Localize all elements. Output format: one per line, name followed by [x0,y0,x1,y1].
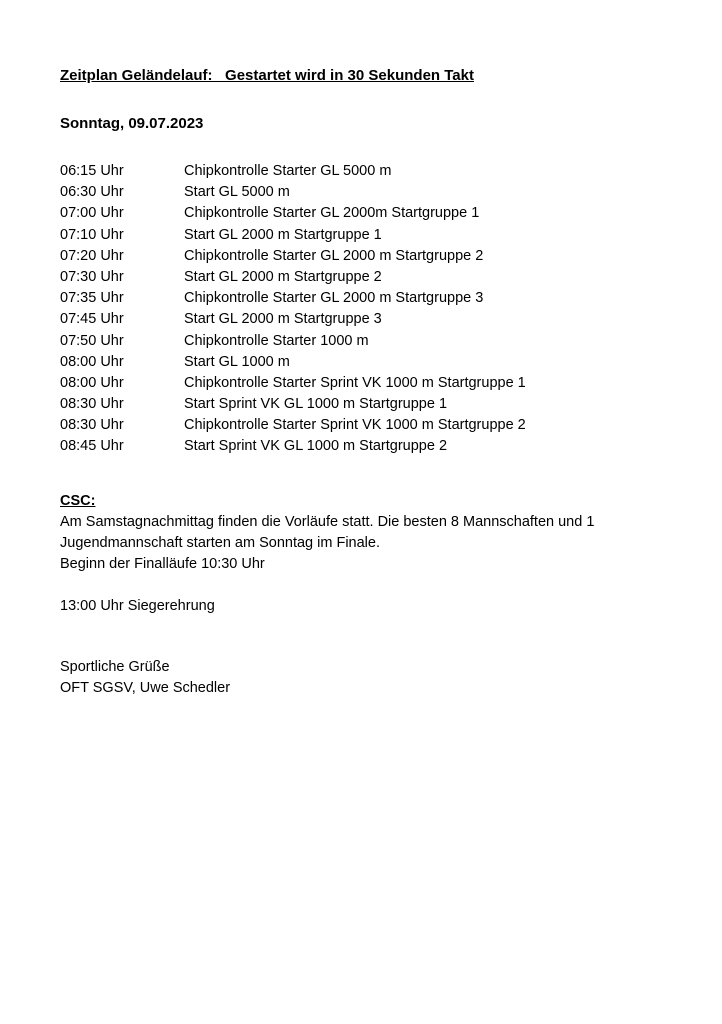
schedule-time: 07:50 Uhr [60,332,124,349]
schedule-time: 07:35 Uhr [60,290,124,307]
schedule-row [60,225,700,246]
schedule-event: Start GL 2000 m Startgruppe 1 [184,226,382,243]
schedule-time: 08:30 Uhr [60,396,124,413]
schedule-row [60,331,700,352]
schedule-row [60,415,700,436]
schedule-time: 08:00 Uhr [60,374,124,391]
schedule-event: Start Sprint VK GL 1000 m Startgruppe 2 [184,438,448,455]
csc-final-start: Beginn der Finalläufe 10:30 Uhr [60,555,265,572]
schedule-row [60,394,700,415]
schedule-event: Chipkontrolle Starter 1000 m [184,332,369,349]
closing-greeting: Sportliche Grüße [60,658,170,675]
document-title: Zeitplan Geländelauf: Gestartet wird in 30 Sekunden Takt [60,67,474,84]
schedule-row [60,373,700,394]
schedule-event: Chipkontrolle Starter GL 2000 m Startgruppe 3 [184,290,484,307]
schedule-time: 07:20 Uhr [60,247,124,264]
award-ceremony: 13:00 Uhr Siegerehrung [60,597,215,614]
schedule-event: Start GL 2000 m Startgruppe 2 [184,268,382,285]
schedule-event: Chipkontrolle Starter GL 2000 m Startgruppe 2 [184,247,484,264]
schedule-time: 08:30 Uhr [60,417,124,434]
schedule-row [60,182,700,203]
csc-section [60,491,700,699]
schedule-time: 06:30 Uhr [60,184,124,201]
schedule-event: Chipkontrolle Starter GL 2000m Startgruppe 1 [184,205,480,222]
schedule-time: 07:00 Uhr [60,205,124,222]
signature: OFT SGSV, Uwe Schedler [60,679,231,696]
document-page [60,65,700,699]
event-date: Sonntag, 09.07.2023 [60,115,204,132]
csc-heading: CSC: [60,492,96,509]
schedule-time: 07:10 Uhr [60,226,124,243]
schedule-row [60,288,700,309]
schedule-event: Start GL 2000 m Startgruppe 3 [184,311,382,328]
schedule-event: Start Sprint VK GL 1000 m Startgruppe 1 [184,396,448,413]
schedule-row [60,436,700,457]
schedule-event: Start GL 5000 m [184,184,290,201]
schedule-time: 08:45 Uhr [60,438,124,455]
schedule-time: 06:15 Uhr [60,163,124,179]
schedule-event: Chipkontrolle Starter GL 5000 m [184,163,392,179]
schedule-row [60,267,700,288]
schedule-row [60,246,700,267]
schedule-row [60,161,700,182]
schedule-list [60,161,700,458]
schedule-time: 07:45 Uhr [60,311,124,328]
schedule-time: 08:00 Uhr [60,353,124,370]
schedule-event: Chipkontrolle Starter Sprint VK 1000 m Startgruppe 1 [184,374,526,391]
schedule-event: Chipkontrolle Starter Sprint VK 1000 m Startgruppe 2 [184,417,526,434]
schedule-time: 07:30 Uhr [60,268,124,285]
schedule-row [60,203,700,224]
schedule-row [60,309,700,330]
schedule-event: Start GL 1000 m [184,353,290,370]
csc-text-line: Jugendmannschaft starten am Sonntag im Finale. [60,534,380,551]
schedule-row [60,352,700,373]
csc-text-line: Am Samstagnachmittag finden die Vorläufe statt. Die besten 8 Mannschaften und 1 [60,513,595,530]
